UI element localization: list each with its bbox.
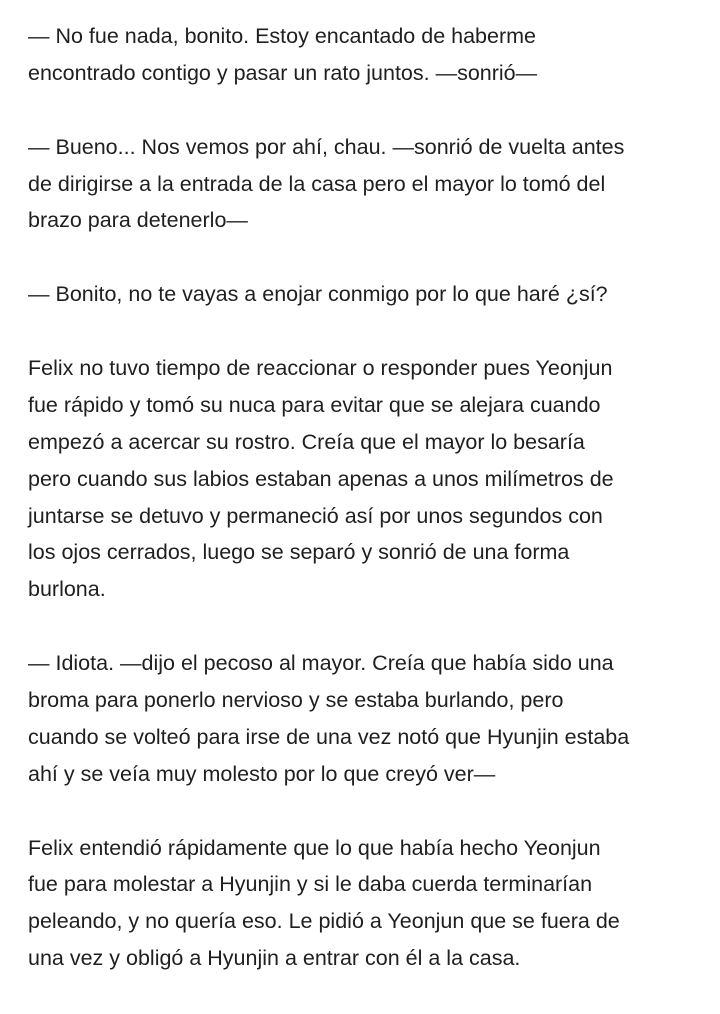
text-line: Felix entendió rápidamente que lo que había hecho Yeonjun [28, 835, 601, 860]
text-line: encontrado contigo y pasar un rato juntos. —sonrió— [28, 60, 538, 85]
paragraph-1 [28, 18, 708, 92]
text-line: de dirigirse a la entrada de la casa pero el mayor lo tomó del [28, 171, 606, 196]
text-line: — Bonito, no te vayas a enojar conmigo por lo que haré ¿sí? [28, 282, 608, 307]
paragraph-5 [28, 645, 708, 793]
text-line: — Idiota. —dijo el pecoso al mayor. Creía que había sido una [28, 651, 614, 676]
text-line: pero cuando sus labios estaban apenas a unos milímetros de [28, 466, 614, 491]
text-line: broma para ponerlo nervioso y se estaba burlando, pero [28, 688, 564, 713]
text-line: fue rápido y tomó su nuca para evitar que se alejara cuando [28, 392, 601, 417]
text-line: fue para molestar a Hyunjin y si le daba cuerda terminarían [28, 872, 593, 897]
text-line: Felix no tuvo tiempo de reaccionar o responder pues Yeonjun [28, 356, 613, 381]
text-line: — No fue nada, bonito. Estoy encantado de haberme [28, 24, 536, 48]
text-line: juntarse se detuvo y permaneció así por unos segundos con [28, 503, 603, 528]
text-line: brazo para detenerlo— [28, 208, 248, 233]
text-line: una vez y obligó a Hyunjin a entrar con él a la casa. [28, 946, 521, 971]
text-line: los ojos cerrados, luego se separó y sonrió de una forma [28, 540, 570, 565]
paragraph-2 [28, 129, 708, 240]
text-line: peleando, y no quería eso. Le pidió a Yeonjun que se fuera de [28, 909, 620, 934]
story-text [28, 18, 708, 1014]
text-line: empezó a acercar su rostro. Creía que el mayor lo besaría [28, 429, 585, 454]
paragraph-6 [28, 830, 708, 978]
paragraph-3 [28, 276, 708, 313]
text-line: ahí y se veía muy molesto por lo que creyó ver— [28, 761, 496, 786]
text-line: — Bueno... Nos vemos por ahí, chau. —sonrió de vuelta antes [28, 134, 625, 159]
text-line: burlona. [28, 577, 106, 602]
text-line: cuando se volteó para irse de una vez notó que Hyunjin estaba [28, 724, 630, 749]
paragraph-4 [28, 350, 708, 608]
